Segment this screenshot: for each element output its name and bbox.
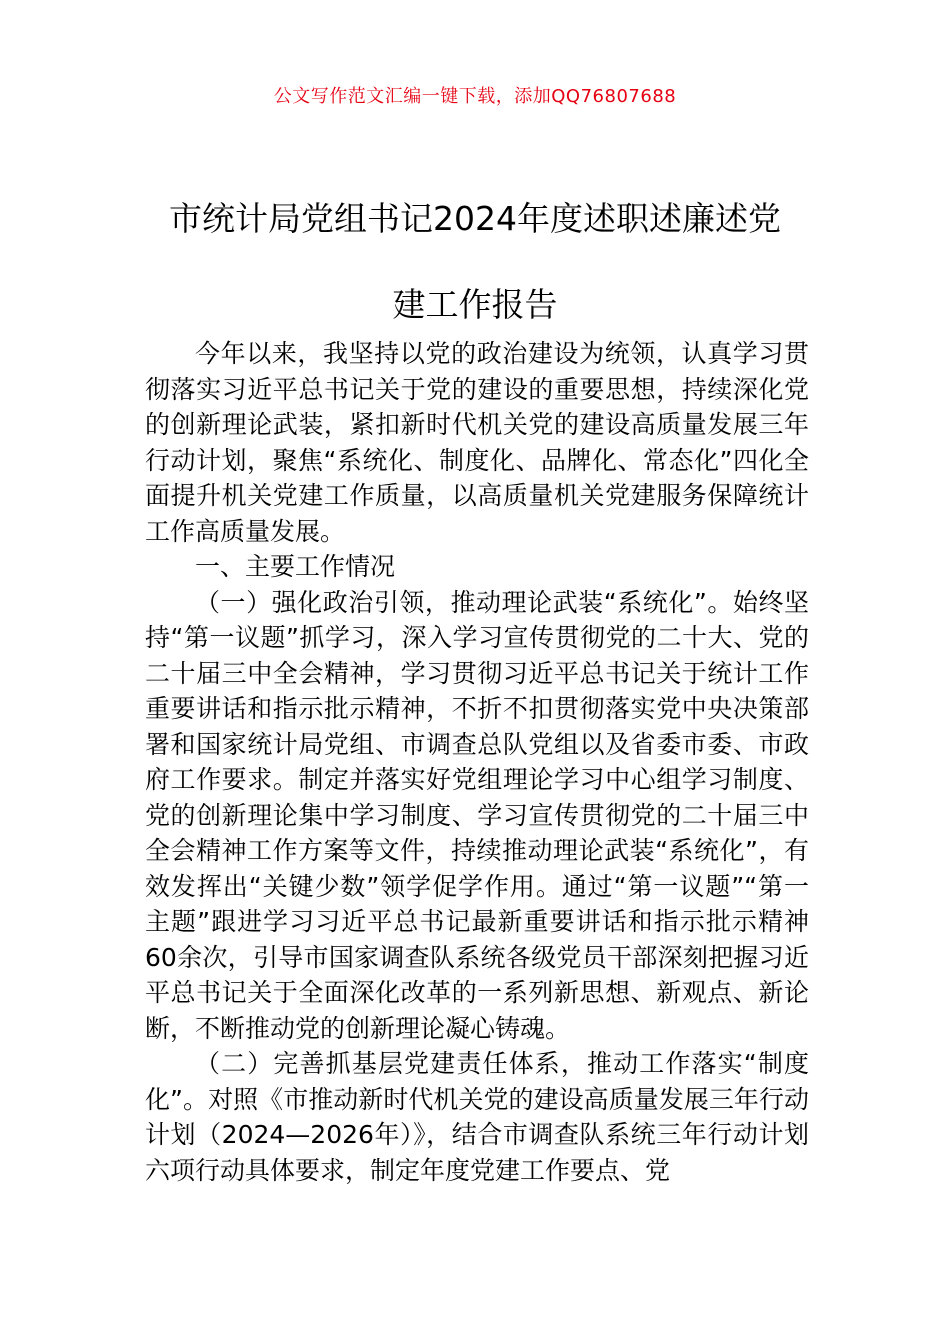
document-body bbox=[145, 336, 809, 1188]
paragraph-section-2: （二）完善抓基层党建责任体系，推动工作落实“制度化”。对照《市推动新时代机关党的建设高质量发展三年行动计划（2024—2026年）》，结合市调查队系统三年行动计划六项行动具体要求，制定年度党建工作要点、党 bbox=[145, 1049, 809, 1185]
title-line-1: 市统计局党组书记2024年度述职述廉述党 bbox=[169, 199, 781, 238]
paragraph-section-1: （一）强化政治引领，推动理论武装“系统化”。始终坚持“第一议题”抓学习，深入学习宣传贯彻党的二十大、党的二十届三中全会精神，学习贯彻习近平总书记关于统计工作重要讲话和指示批示精神，不折不扣贯彻落实党中央决策部署和国家统计局党组、市调查总队党组以及省委市委、市政府工作要求。制定并落实好党组理论学习中心组学习制度、党的创新理论集中学习制度、学习宣传贯彻党的二十届三中全会精神工作方案等文件，持续推动理论武装“系统化”，有效发挥出“关键少数”领学促学作用。通过“第一议题”“第一主题”跟进学习习近平总书记最新重要讲话和指示批示精神60余次，引导市国家调查队系统各级党员干部深刻把握习近平总书记关于全面深化改革的一系列新思想、新观点、新论断，不断推动党的创新理论凝心铸魂。 bbox=[145, 587, 809, 1043]
paragraph-intro: 今年以来，我坚持以党的政治建设为统领，认真学习贯彻落实习近平总书记关于党的建设的重要思想，持续深化党的创新理论武装，紧扣新时代机关党的建设高质量发展三年行动计划，聚焦“系统化、制度化、品牌化、常态化”四化全面提升机关党建工作质量，以高质量机关党建服务保障统计工作高质量发展。 bbox=[145, 339, 809, 546]
document-title bbox=[60, 176, 890, 348]
header-note: 公文写作范文汇编一键下载，添加QQ76807688 bbox=[273, 86, 677, 107]
section-heading: 一、主要工作情况 bbox=[195, 552, 396, 581]
title-line-2: 建工作报告 bbox=[392, 285, 558, 324]
